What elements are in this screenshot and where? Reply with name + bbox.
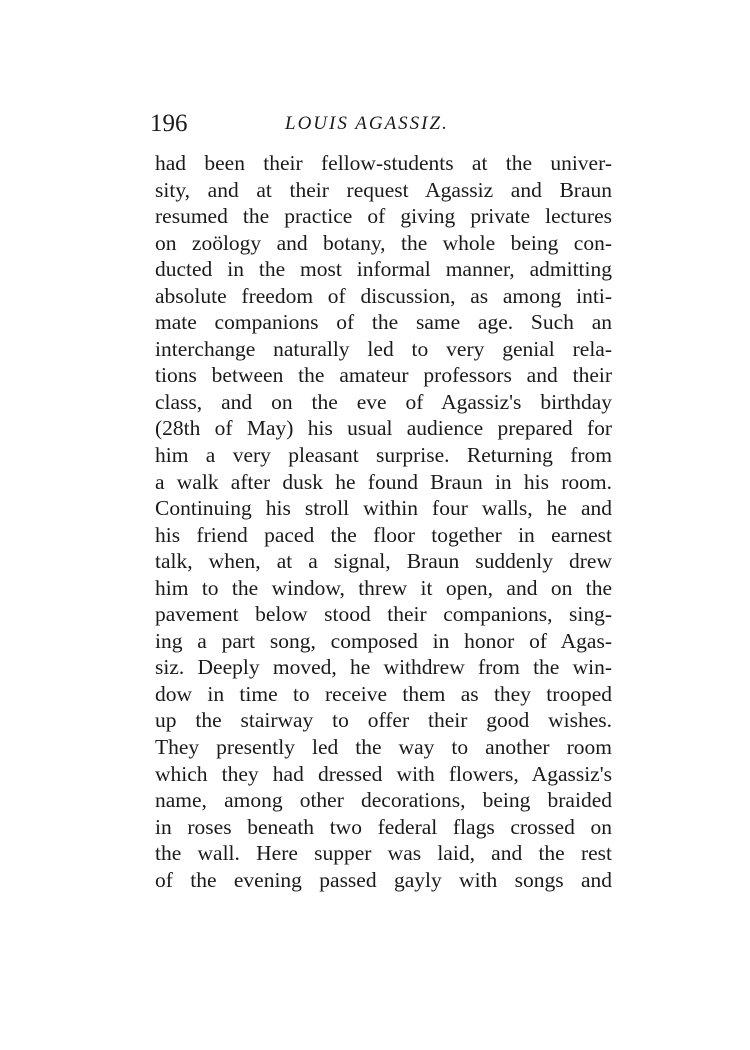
text-line: (28th of May) his usual audience prepared for xyxy=(155,416,612,441)
text-line: They presently led the way to another room xyxy=(155,735,612,760)
text-line: which they had dressed with flowers, Agassiz's xyxy=(155,761,612,786)
text-line: on zoölogy and botany, the whole being con- xyxy=(155,230,612,255)
text-line: interchange naturally led to very genial rela- xyxy=(155,336,612,361)
page-number: 196 xyxy=(150,110,188,137)
text-line: the wall. Here supper was laid, and the rest xyxy=(155,841,612,866)
text-line: talk, when, at a signal, Braun suddenly drew xyxy=(155,549,612,574)
page-header xyxy=(150,108,610,140)
body-text xyxy=(155,150,612,893)
text-line: mate companions of the same age. Such an xyxy=(155,310,612,335)
text-line: tions between the amateur professors and their xyxy=(155,363,612,388)
text-line: up the stairway to offer their good wishes. xyxy=(155,708,612,733)
text-line: resumed the practice of giving private lectures xyxy=(155,204,612,229)
text-line: ing a part song, composed in honor of Agas- xyxy=(155,628,612,653)
text-line: him to the window, threw it open, and on the xyxy=(155,575,612,600)
text-line: name, among other decorations, being braided xyxy=(155,788,612,813)
text-line: ducted in the most informal manner, admitting xyxy=(155,257,612,282)
running-title: LOUIS AGASSIZ. xyxy=(285,113,449,134)
text-line: pavement below stood their companions, sing- xyxy=(155,602,612,627)
text-line: absolute freedom of discussion, as among inti- xyxy=(155,283,612,308)
text-line: class, and on the eve of Agassiz's birthday xyxy=(155,389,612,414)
text-line: a walk after dusk he found Braun in his room. xyxy=(155,469,612,494)
text-line: siz. Deeply moved, he withdrew from the win- xyxy=(155,655,612,680)
text-line: of the evening passed gayly with songs and xyxy=(155,867,612,892)
text-line: in roses beneath two federal flags crossed on xyxy=(155,814,612,839)
text-line: Continuing his stroll within four walls, he and xyxy=(155,496,612,521)
text-line: had been their fellow-students at the univer- xyxy=(155,151,612,175)
text-line: him a very pleasant surprise. Returning from xyxy=(155,443,612,468)
text-line: his friend paced the floor together in earnest xyxy=(155,522,612,547)
text-line: dow in time to receive them as they trooped xyxy=(155,681,612,706)
text-line: sity, and at their request Agassiz and Braun xyxy=(155,177,612,202)
